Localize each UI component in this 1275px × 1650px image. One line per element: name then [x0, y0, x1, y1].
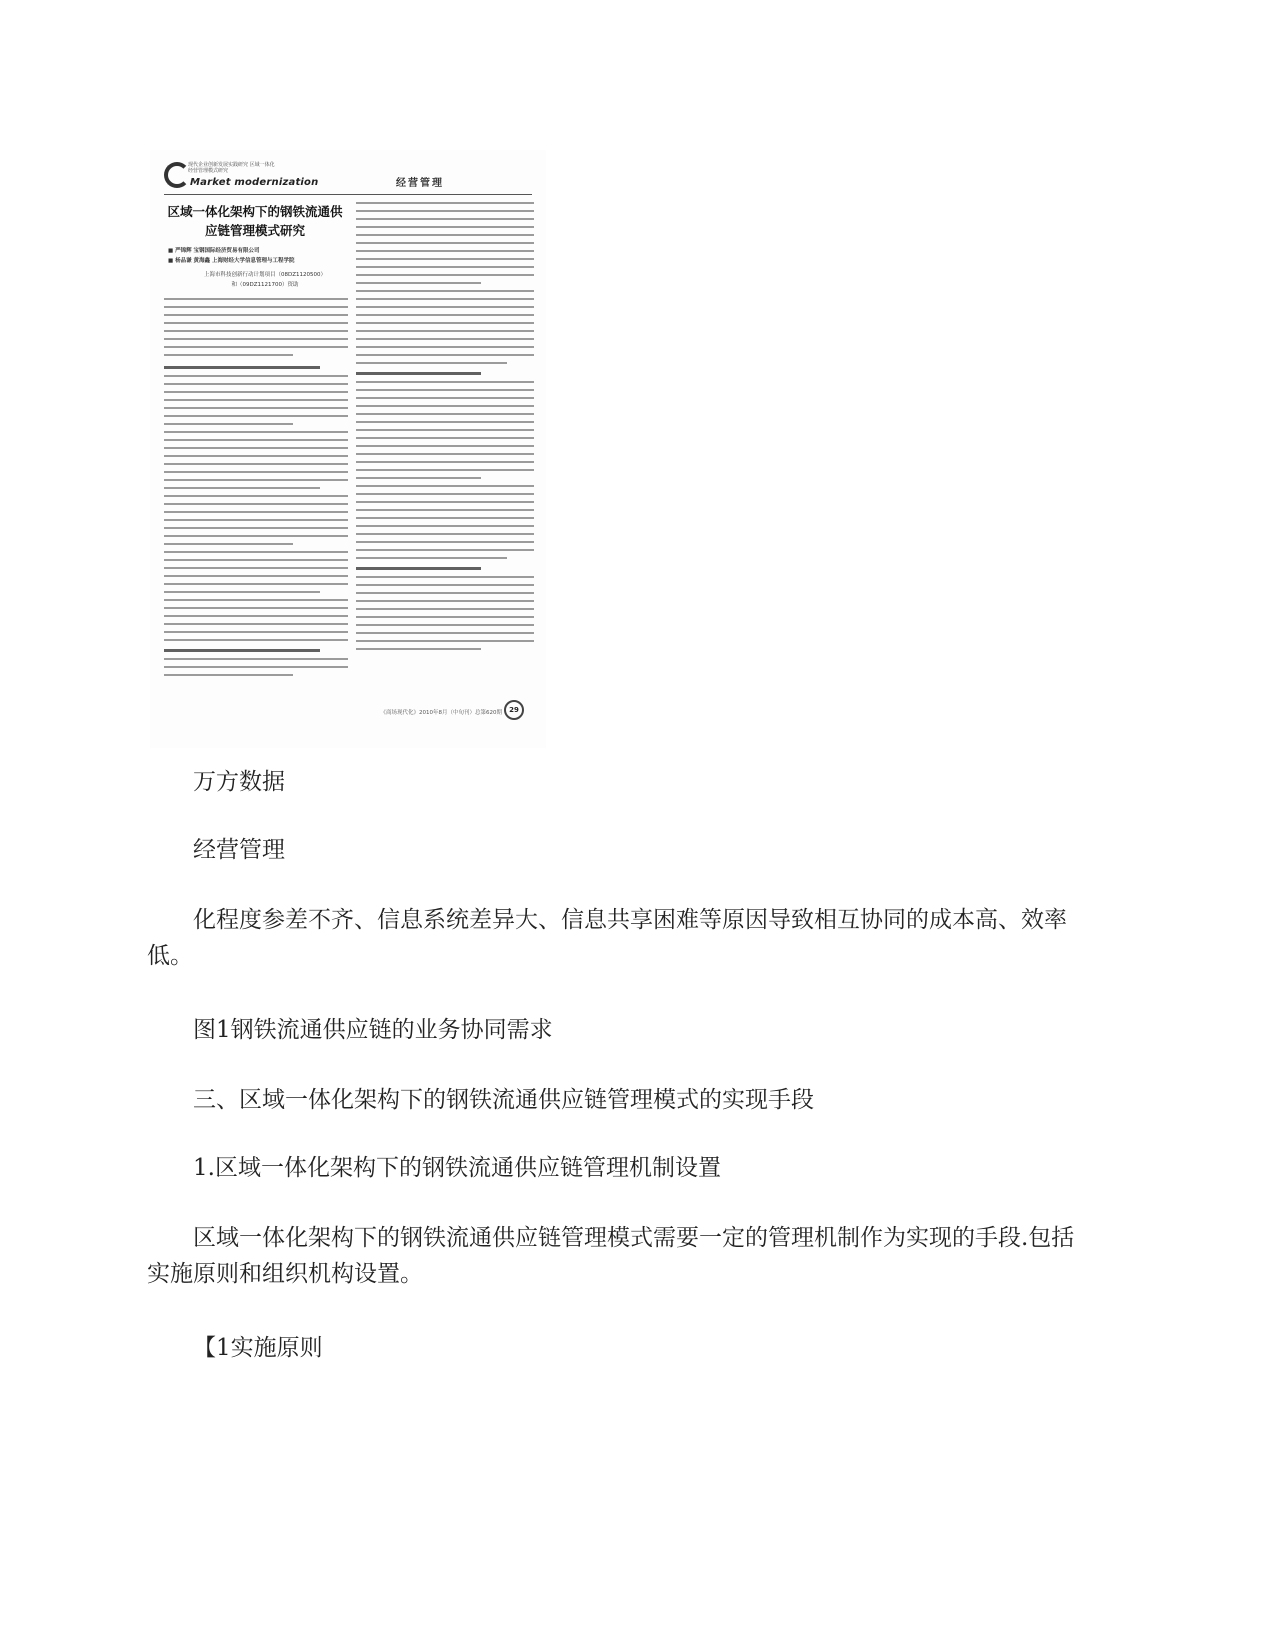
author-line-1: ■ 严锦辉 宝钢国际经济贸易有限公司 — [168, 248, 260, 254]
subsection-heading: 1.区域一体化架构下的钢铁流通供应链管理机制设置 — [193, 1155, 721, 1181]
page-number: 29 — [504, 700, 524, 720]
journal-logo-text: 现代企业创新发展实践研究 区域一体化经营管理模式研究 — [188, 162, 275, 174]
source-watermark-text: 万方数据 — [193, 769, 285, 795]
funding-line-1: 上海市科技创新行动计划项目（08DZ1120500） — [204, 272, 326, 278]
subheading-principles: 【1实施原则 — [193, 1335, 323, 1361]
article-title: 区域一体化架构下的钢铁流通供应链管理模式研究 — [167, 204, 343, 238]
scanned-article-page — [150, 150, 546, 748]
author-line-2: ■ 杨品谦 黄海鑫 上海财经大学信息管理与工程学院 — [168, 258, 295, 264]
section-label: 经营管理 — [396, 178, 444, 189]
left-column-text — [164, 298, 348, 682]
figure-caption: 图1钢铁流通供应链的业务协同需求 — [193, 1017, 553, 1043]
section-heading: 经营管理 — [193, 837, 285, 863]
journal-footer: 《商场现代化》2010年8月（中旬刊）总第620期 — [380, 710, 502, 716]
journal-logo-icon — [164, 162, 190, 188]
paragraph-body: 区域一体化架构下的钢铁流通供应链管理模式需要一定的管理机制作为实现的手段.包括实施原则和组织机构设置。 — [147, 1225, 1075, 1287]
right-column-text — [356, 202, 534, 656]
funding-line-2: 和（09DZ1121700）资助 — [231, 282, 299, 288]
journal-header — [164, 160, 534, 194]
header-rule — [164, 194, 532, 195]
chapter-heading: 三、区域一体化架构下的钢铁流通供应链管理模式的实现手段 — [193, 1087, 814, 1113]
journal-name-en: Market modernization — [190, 177, 319, 188]
paragraph-continuation: 化程度参差不齐、信息系统差异大、信息共享困难等原因导致相互协同的成本高、效率低。 — [147, 907, 1067, 969]
